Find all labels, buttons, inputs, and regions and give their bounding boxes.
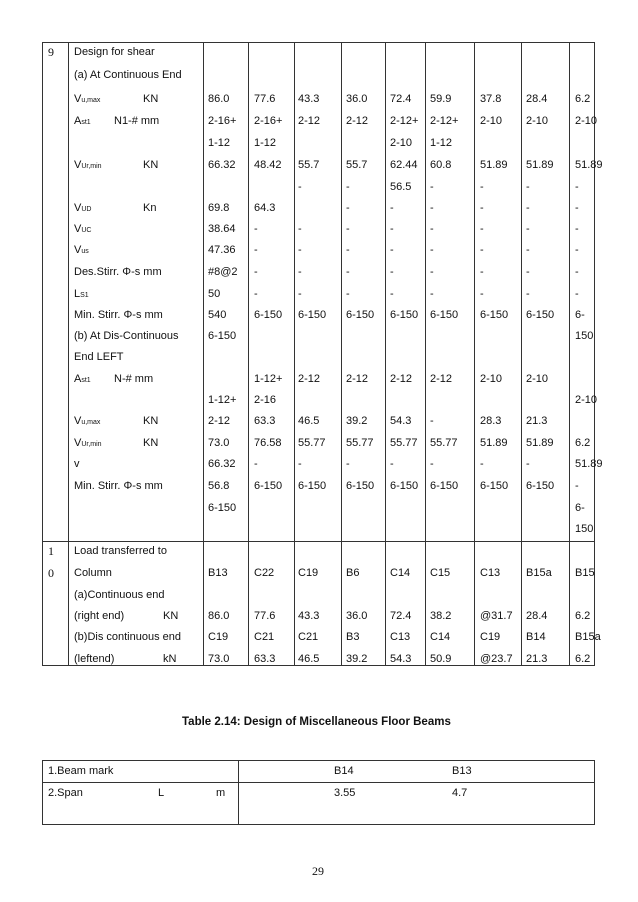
table-cell: - — [526, 244, 530, 256]
row-label-subscript: S1 — [80, 292, 89, 299]
table-cell: - — [430, 244, 434, 256]
table-cell: - — [390, 223, 394, 235]
span-symbol: L — [158, 787, 165, 799]
table-cell: 6-150 — [430, 309, 459, 321]
table-cell: 64.3 — [254, 202, 276, 214]
row-unit: KN — [143, 93, 159, 105]
row-label-subscript: u,max — [81, 97, 101, 104]
table-cell: 2-12 — [298, 115, 321, 127]
row-label — [74, 458, 80, 471]
table-cell: - — [526, 458, 530, 470]
table-cell: 6-150 — [390, 309, 419, 321]
span-label: 2.Span — [48, 787, 83, 799]
section-subtitle: (a) At Continuous End — [74, 69, 182, 81]
table-cell: 51.89 — [526, 159, 554, 171]
row-label-text: V — [74, 223, 82, 235]
grid-line — [569, 42, 570, 666]
table-cell: 47.36 — [208, 244, 236, 256]
t2-line — [42, 760, 43, 825]
table-cell: 77.6 — [254, 610, 276, 622]
table-cell: - — [390, 266, 394, 278]
table-cell: 51.89 — [575, 159, 603, 171]
table-cell: - — [575, 480, 579, 492]
row-label — [74, 266, 162, 279]
table-cell: - — [254, 266, 258, 278]
table-cell: 6- — [575, 309, 585, 321]
row-unit: KN — [143, 159, 159, 171]
row-label-subscript: UD — [81, 206, 92, 213]
row-label-text: A — [74, 115, 82, 127]
table-cell: 2-10 — [575, 115, 598, 127]
table-cell: 28.3 — [480, 415, 502, 427]
table-cell: - — [526, 266, 530, 278]
table-cell: - — [575, 181, 579, 193]
row-unit: KN — [143, 415, 159, 427]
table-cell: - — [430, 266, 434, 278]
table-cell: 66.32 — [208, 159, 236, 171]
table-cell: 6-150 — [208, 502, 237, 514]
row-label-text: V — [74, 244, 82, 256]
table-cell: - — [298, 458, 302, 470]
table-cell: - — [480, 266, 484, 278]
grid-line — [42, 541, 595, 542]
table-cell: 55.7 — [346, 159, 368, 171]
table-cell: 51.89 — [480, 159, 508, 171]
table-cell: - — [480, 458, 484, 470]
table-cell: - — [254, 223, 258, 235]
table-cell: - — [575, 202, 579, 214]
row-unit: KN — [143, 437, 159, 449]
table-cell: 2-12+ — [390, 115, 419, 127]
row-label-text: V — [74, 159, 82, 171]
table-cell: 43.3 — [298, 610, 320, 622]
row-label — [74, 202, 91, 216]
table-cell: 6- — [575, 502, 585, 514]
row-label-text: (b) At Dis-Continuous — [74, 330, 179, 342]
table-cell: 86.0 — [208, 610, 230, 622]
row-label — [74, 330, 179, 343]
table-cell: 6.2 — [575, 653, 591, 665]
span-unit: m — [216, 787, 226, 799]
row-label — [74, 93, 100, 107]
row-label-subscript: us — [81, 248, 89, 255]
table-cell: 150 — [575, 330, 594, 342]
beam-mark-b14: B14 — [334, 765, 354, 777]
row-label — [74, 223, 91, 237]
table-cell: 77.6 — [254, 93, 276, 105]
t2-line — [42, 760, 595, 761]
table-cell: - — [526, 288, 530, 300]
t2-line — [42, 782, 595, 783]
row-label — [74, 480, 163, 493]
table-cell: - — [346, 244, 350, 256]
grid-line — [42, 42, 595, 43]
table-cell: 1-12+ — [208, 394, 237, 406]
table-cell: 2-16+ — [254, 115, 283, 127]
table-cell: 21.3 — [526, 653, 548, 665]
row-number: 1 — [48, 544, 54, 558]
table-cell: #8@2 — [208, 266, 238, 278]
table-cell: 150 — [575, 523, 594, 535]
grid-line — [385, 42, 386, 666]
row-label-subscript: Ur,min — [81, 163, 102, 170]
grid-line — [42, 42, 43, 666]
table-cell: - — [298, 244, 302, 256]
row-label: Column — [74, 567, 112, 579]
table-cell: 6.2 — [575, 610, 591, 622]
table-cell: @31.7 — [480, 610, 513, 622]
table-cell: 6.2 — [575, 437, 591, 449]
table-cell: 6-150 — [298, 480, 327, 492]
table-cell: B15a — [526, 567, 552, 579]
table-cell: - — [575, 223, 579, 235]
table-cell: - — [430, 223, 434, 235]
grid-line — [521, 42, 522, 666]
row-label: Load transferred to — [74, 545, 167, 557]
table-cell: 46.5 — [298, 415, 320, 427]
table-cell: 1-12 — [430, 137, 453, 149]
row-label-text: v — [74, 458, 80, 470]
row-label-text: V — [74, 415, 82, 427]
table-cell: 6-150 — [254, 480, 283, 492]
table-cell: 62.44 — [390, 159, 418, 171]
table-cell: 6-150 — [480, 309, 509, 321]
table-cell: 56.5 — [390, 181, 412, 193]
table-cell: 56.8 — [208, 480, 230, 492]
row-label: (a)Continuous end — [74, 589, 165, 601]
table-cell: 37.8 — [480, 93, 502, 105]
table-cell: 51.89 — [480, 437, 508, 449]
table-cell: C19 — [208, 631, 229, 643]
table-cell: 2-16 — [254, 394, 277, 406]
row-label-text: A — [74, 373, 82, 385]
grid-line — [203, 42, 204, 666]
table-cell: B14 — [526, 631, 546, 643]
table-cell: 2-10 — [526, 115, 549, 127]
table-cell: - — [575, 288, 579, 300]
table-cell: - — [480, 244, 484, 256]
row-label: (right end) — [74, 610, 125, 622]
table-cell: - — [430, 181, 434, 193]
table-cell: - — [430, 202, 434, 214]
table-cell: - — [575, 266, 579, 278]
row-label-subscript: st1 — [81, 119, 91, 126]
table-cell: 43.3 — [298, 93, 320, 105]
table-cell: - — [298, 288, 302, 300]
table-cell: - — [430, 458, 434, 470]
table-cell: 48.42 — [254, 159, 282, 171]
table-cell: 73.0 — [208, 437, 230, 449]
table-cell: 50.9 — [430, 653, 452, 665]
table-cell: 2-12 — [346, 115, 369, 127]
table-cell: 72.4 — [390, 93, 412, 105]
row-label-text: V — [74, 202, 82, 214]
row-label — [74, 351, 124, 364]
row-label — [74, 373, 91, 387]
table-cell: C19 — [480, 631, 501, 643]
table-cell: C21 — [298, 631, 319, 643]
table-cell: 6-150 — [298, 309, 327, 321]
table-cell: 28.4 — [526, 610, 548, 622]
table-cell: - — [526, 181, 530, 193]
table-cell: C15 — [430, 567, 451, 579]
table-cell: 6-150 — [346, 480, 375, 492]
table-cell: 46.5 — [298, 653, 320, 665]
table-cell: 54.3 — [390, 653, 412, 665]
table-cell: - — [298, 223, 302, 235]
table-cell: 50 — [208, 288, 221, 300]
table-cell: - — [346, 458, 350, 470]
beam-mark-label: 1.Beam mark — [48, 765, 114, 777]
row-number: 0 — [48, 566, 54, 580]
grid-line — [248, 42, 249, 666]
t2-line — [42, 824, 595, 825]
row-label — [74, 309, 163, 322]
row-label: (leftend) — [74, 653, 115, 665]
table-cell: B15 — [575, 567, 595, 579]
table-cell: 2-12 — [208, 415, 231, 427]
table-cell: 69.8 — [208, 202, 230, 214]
table-cell: - — [526, 223, 530, 235]
table-cell: 38.64 — [208, 223, 236, 235]
row-unit: KN — [163, 610, 179, 622]
table-cell: C19 — [298, 567, 319, 579]
table-cell: 73.0 — [208, 653, 230, 665]
row-unit: N-# mm — [114, 373, 154, 385]
row-label-subscript: u,max — [81, 419, 101, 426]
table-cell: B3 — [346, 631, 360, 643]
table-cell: 36.0 — [346, 93, 368, 105]
table-cell: - — [430, 288, 434, 300]
table-cell: B15a — [575, 631, 601, 643]
row-label-text: L — [74, 288, 81, 300]
row-label — [74, 115, 91, 129]
table-cell: - — [254, 288, 258, 300]
table-cell: 1-12+ — [254, 373, 283, 385]
table-cell: - — [430, 415, 434, 427]
table-cell: - — [298, 266, 302, 278]
table-cell: @23.7 — [480, 653, 513, 665]
row-label: (b)Dis continuous end — [74, 631, 182, 643]
table-cell: - — [254, 244, 258, 256]
row-label — [74, 288, 89, 302]
table-caption: Table 2.14: Design of Miscellaneous Floor Beams — [182, 716, 451, 728]
table-cell: - — [390, 458, 394, 470]
table-cell: 2-12 — [430, 373, 453, 385]
table-cell: - — [390, 288, 394, 300]
table-cell: 28.4 — [526, 93, 548, 105]
table-cell: B13 — [208, 567, 228, 579]
table-cell: - — [480, 288, 484, 300]
row-label — [74, 437, 102, 451]
table-cell: - — [346, 223, 350, 235]
row-unit: kN — [163, 653, 177, 665]
table-cell: 2-12 — [346, 373, 369, 385]
row-unit: N1-# mm — [114, 115, 160, 127]
row-label-text: V — [74, 93, 82, 105]
table-cell: C14 — [430, 631, 451, 643]
table-cell: C14 — [390, 567, 411, 579]
row-label — [74, 159, 102, 173]
row-unit: Kn — [143, 202, 157, 214]
table-cell: 2-16+ — [208, 115, 237, 127]
table-cell: - — [254, 458, 258, 470]
table-cell: 6-150 — [390, 480, 419, 492]
table-cell: C13 — [390, 631, 411, 643]
table-cell: - — [346, 202, 350, 214]
table-cell: 59.9 — [430, 93, 452, 105]
table-cell: - — [346, 288, 350, 300]
section-title: Design for shear — [74, 46, 155, 58]
table-cell: 6-150 — [430, 480, 459, 492]
span-b13: 4.7 — [452, 787, 468, 799]
table-cell: 63.3 — [254, 415, 276, 427]
table-cell: 6-150 — [346, 309, 375, 321]
table-cell: B6 — [346, 567, 360, 579]
table-cell: 51.89 — [575, 458, 603, 470]
table-cell: 60.8 — [430, 159, 452, 171]
table-cell: C21 — [254, 631, 275, 643]
page-number: 29 — [312, 864, 324, 878]
row-label — [74, 244, 89, 258]
table-cell: 54.3 — [390, 415, 412, 427]
table-cell: - — [480, 181, 484, 193]
row-label-text: Min. Stirr. Φ-s mm — [74, 309, 163, 321]
table-cell: - — [575, 244, 579, 256]
row-number: 9 — [48, 45, 54, 59]
table-cell: 51.89 — [526, 437, 554, 449]
grid-line — [294, 42, 295, 666]
table-cell: 72.4 — [390, 610, 412, 622]
table-cell: 2-10 — [480, 373, 503, 385]
table-cell: 76.58 — [254, 437, 282, 449]
table-cell: 2-12+ — [430, 115, 459, 127]
table-cell: 39.2 — [346, 415, 368, 427]
table-cell: 39.2 — [346, 653, 368, 665]
row-label-subscript: st1 — [81, 377, 91, 384]
table-cell: 2-12 — [298, 373, 321, 385]
table-cell: 2-10 — [390, 137, 413, 149]
table-cell: C22 — [254, 567, 275, 579]
table-cell: 6-150 — [254, 309, 283, 321]
grid-line — [341, 42, 342, 666]
table-cell: 55.77 — [430, 437, 458, 449]
table-cell: 66.32 — [208, 458, 236, 470]
table-cell: 38.2 — [430, 610, 452, 622]
table-cell: 1-12 — [208, 137, 231, 149]
table-cell: - — [480, 223, 484, 235]
row-label-text: Des.Stirr. Φ-s mm — [74, 266, 162, 278]
table-cell: 63.3 — [254, 653, 276, 665]
row-label-subscript: Ur,min — [81, 441, 102, 448]
table-cell: C13 — [480, 567, 501, 579]
table-cell: 55.7 — [298, 159, 320, 171]
grid-line — [68, 42, 69, 666]
grid-line — [425, 42, 426, 666]
span-b14: 3.55 — [334, 787, 356, 799]
table-cell: 55.77 — [346, 437, 374, 449]
table-cell: 86.0 — [208, 93, 230, 105]
table-cell: - — [480, 202, 484, 214]
table-cell: - — [298, 181, 302, 193]
table-cell: 6-150 — [208, 330, 237, 342]
table-cell: 2-10 — [526, 373, 549, 385]
table-cell: 1-12 — [254, 137, 277, 149]
table-cell: - — [346, 266, 350, 278]
table-cell: 2-12 — [390, 373, 413, 385]
table-cell: 21.3 — [526, 415, 548, 427]
table-cell: 6-150 — [526, 480, 555, 492]
row-label-text: Min. Stirr. Φ-s mm — [74, 480, 163, 492]
row-label-text: End LEFT — [74, 351, 124, 363]
table-cell: 6-150 — [526, 309, 555, 321]
table-cell: 2-10 — [480, 115, 503, 127]
table-cell: 6-150 — [480, 480, 509, 492]
row-label — [74, 415, 100, 429]
table-cell: - — [346, 181, 350, 193]
table-cell: - — [526, 202, 530, 214]
table-cell: 2-10 — [575, 394, 598, 406]
table-cell: - — [390, 202, 394, 214]
beam-mark-b13: B13 — [452, 765, 472, 777]
table-cell: 55.77 — [298, 437, 326, 449]
table-cell: 36.0 — [346, 610, 368, 622]
row-label-text: V — [74, 437, 82, 449]
grid-line — [474, 42, 475, 666]
table-cell: 6.2 — [575, 93, 591, 105]
table-cell: 55.77 — [390, 437, 418, 449]
row-label-subscript: UC — [81, 227, 92, 234]
table-cell: - — [390, 244, 394, 256]
t2-line — [238, 760, 239, 825]
t2-line — [594, 760, 595, 825]
table-cell: 540 — [208, 309, 227, 321]
